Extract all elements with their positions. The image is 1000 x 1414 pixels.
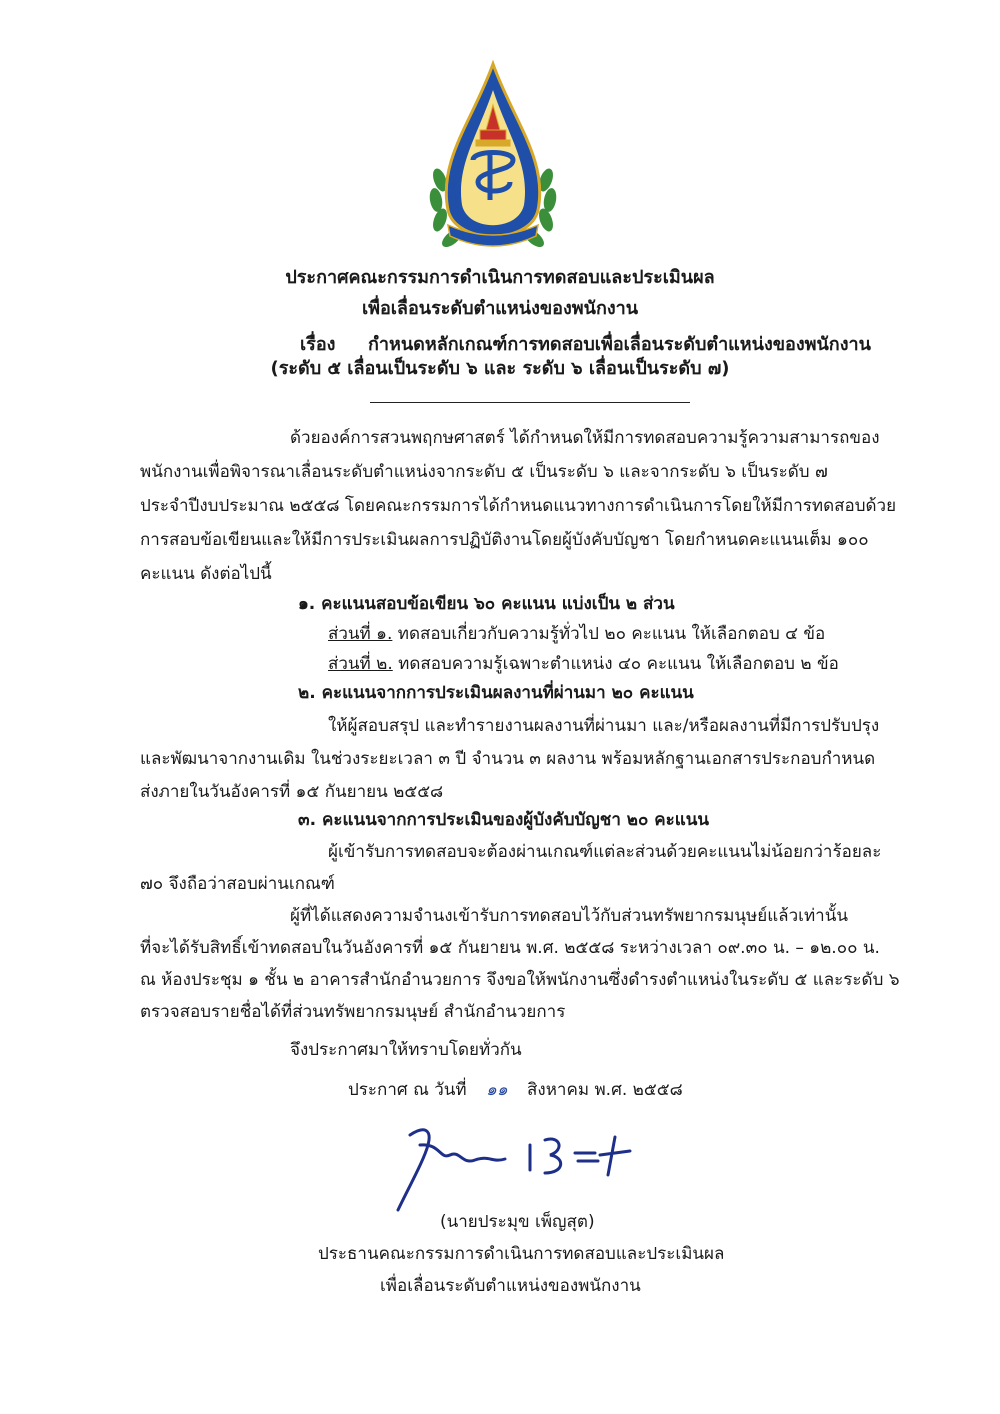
- intro-line-5: คะแนน ดังต่อไปนี้: [140, 564, 272, 584]
- item-2-title: ๒. คะแนนจากการประเมินผลงานที่ผ่านมา ๒๐ คะแนน: [298, 683, 694, 703]
- item-1-title: ๑. คะแนนสอบข้อเขียน ๖๐ คะแนน แบ่งเป็น ๒ ส่วน: [298, 594, 675, 614]
- signer-name: (นายประมุข เพ็ญสุต): [440, 1212, 595, 1232]
- item-1-part-2: [328, 654, 839, 674]
- subject-line: [300, 329, 871, 358]
- date-day: ๑๑: [486, 1080, 508, 1100]
- intro-line-3: ประจำปีงบประมาณ ๒๕๕๘ โดยคณะกรรมการได้กำหนดแนวทางการดำเนินการโดยให้มีการทดสอบด้วย: [140, 496, 897, 516]
- organization-logo: [418, 60, 568, 260]
- announce-line: จึงประกาศมาให้ทราบโดยทั่วกัน: [290, 1040, 522, 1060]
- item-3-line-1: ผู้เข้ารับการทดสอบจะต้องผ่านเกณฑ์แต่ละส่วนด้วยคะแนนไม่น้อยกว่าร้อยละ: [328, 842, 882, 862]
- closing-line-1: ผู้ที่ได้แสดงความจำนงเข้ารับการทดสอบไว้กับส่วนทรัพยากรมนุษย์แล้วเท่านั้น: [290, 906, 848, 926]
- item-3-line-2: ๗๐ จึงถือว่าสอบผ่านเกณฑ์: [140, 874, 335, 894]
- closing-line-4: ตรวจสอบรายชื่อได้ที่ส่วนทรัพยากรมนุษย์ สำนักอำนวยการ: [140, 1002, 566, 1022]
- announce-date: [348, 1080, 683, 1100]
- date-month-year: สิงหาคม พ.ศ. ๒๕๕๘: [527, 1080, 683, 1100]
- part-1-label: ส่วนที่ ๑.: [328, 624, 393, 644]
- date-prefix: ประกาศ ณ วันที่: [348, 1080, 467, 1100]
- closing-line-2: ที่จะได้รับสิทธิ์เข้าทดสอบในวันอังคารที่ ๑๕ กันยายน พ.ศ. ๒๕๕๘ ระหว่างเวลา ๐๙.๓๐ น. – ๑๒.๐๐ น.: [140, 938, 880, 958]
- part-1-text: ทดสอบเกี่ยวกับความรู้ทั่วไป ๒๐ คะแนน ให้เลือกตอบ ๔ ข้อ: [397, 624, 826, 644]
- heading-line-1: ประกาศคณะกรรมการดำเนินการทดสอบและประเมินผล: [285, 267, 715, 288]
- heading-line-2: เพื่อเลื่อนระดับตำแหน่งของพนักงาน: [361, 298, 639, 319]
- item-2-line-2: และพัฒนาจากงานเดิม ในช่วงระยะเวลา ๓ ปี จำนวน ๓ ผลงาน พร้อมหลักฐานเอกสารประกอบกำหนด: [140, 749, 876, 769]
- heading-divider: [370, 402, 690, 403]
- part-2-text: ทดสอบความรู้เฉพาะตำแหน่ง ๔๐ คะแนน ให้เลือกตอบ ๒ ข้อ: [398, 654, 839, 674]
- handwritten-signature: [380, 1115, 650, 1215]
- subject-text: กำหนดหลักเกณฑ์การทดสอบเพื่อเลื่อนระดับตำแหน่งของพนักงาน: [368, 334, 871, 355]
- intro-line-1: ด้วยองค์การสวนพฤกษศาสตร์ ได้กำหนดให้มีการทดสอบความรู้ความสามารถของ: [290, 428, 880, 448]
- signer-position-2: เพื่อเลื่อนระดับตำแหน่งของพนักงาน: [380, 1276, 641, 1296]
- item-2-line-1: ให้ผู้สอบสรุป และทำรายงานผลงานที่ผ่านมา และ/หรือผลงานที่มีการปรับปรุง: [328, 716, 880, 736]
- heading-levels: (ระดับ ๕ เลื่อนเป็นระดับ ๖ และ ระดับ ๖ เลื่อนเป็นระดับ ๗): [270, 358, 730, 379]
- part-2-label: ส่วนที่ ๒.: [328, 654, 393, 674]
- intro-line-2: พนักงานเพื่อพิจารณาเลื่อนระดับตำแหน่งจากระดับ ๕ เป็นระดับ ๖ และจากระดับ ๖ เป็นระดับ ๗: [140, 462, 828, 482]
- item-1-part-1: [328, 624, 825, 644]
- subject-label: เรื่อง: [300, 334, 336, 355]
- closing-line-3: ณ ห้องประชุม ๑ ชั้น ๒ อาคารสำนักอำนวยการ จึงขอให้พนักงานซึ่งดำรงตำแหน่งในระดับ ๕ และระดับ ๖: [140, 970, 900, 990]
- item-3-title: ๓. คะแนนจากการประเมินของผู้บังคับบัญชา ๒๐ คะแนน: [298, 810, 709, 830]
- item-2-line-3: ส่งภายในวันอังคารที่ ๑๕ กันยายน ๒๕๕๘: [140, 782, 444, 802]
- intro-line-4: การสอบข้อเขียนและให้มีการประเมินผลการปฏิบัติงานโดยผู้บังคับบัญชา โดยกำหนดคะแนนเต็ม ๑๐๐: [140, 530, 869, 550]
- signer-position-1: ประธานคณะกรรมการดำเนินการทดสอบและประเมินผล: [318, 1244, 725, 1264]
